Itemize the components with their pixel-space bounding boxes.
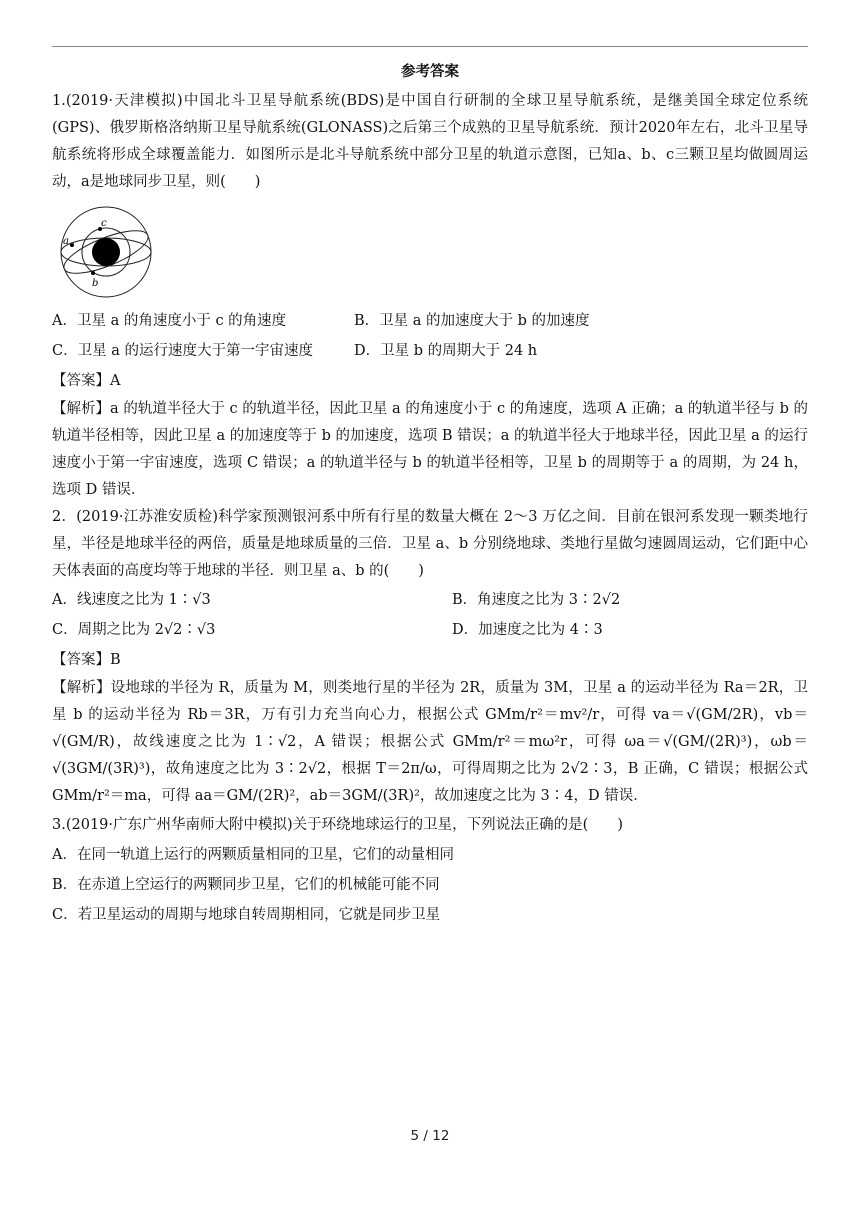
page-total: 12 bbox=[432, 1128, 450, 1144]
q3-option-a: A．在同一轨道上运行的两颗质量相同的卫星，它们的动量相同 bbox=[52, 847, 454, 863]
q2-option-c: C．周期之比为 2√2∶√3 bbox=[52, 622, 216, 638]
fig-label-b: b bbox=[92, 278, 99, 289]
q1-answer: 【答案】A bbox=[52, 373, 121, 389]
q3-option-b: B．在赤道上空运行的两颗同步卫星，它们的机械能可能不同 bbox=[52, 877, 440, 893]
q2-option-a: A．线速度之比为 1∶√3 bbox=[52, 592, 211, 608]
orbit-diagram-svg bbox=[56, 202, 166, 302]
q2-option-b: B．角速度之比为 3∶2√2 bbox=[452, 592, 621, 608]
page-heading: 参考答案 bbox=[401, 63, 459, 80]
q1-option-c: C．卫星 a 的运行速度大于第一宇宙速度 bbox=[52, 343, 313, 359]
q1-options-row1 bbox=[52, 306, 808, 336]
q1-option-d: D．卫星 b 的周期大于 24 h bbox=[354, 343, 538, 359]
q2-options-row2 bbox=[52, 615, 808, 645]
q2-analysis: 【解析】设地球的半径为 R，质量为 M，则类地行星的半径为 2R，质量为 3M，卫星 a 的运动半径为 Ra＝2R，卫星 b 的运动半径为 Rb＝3R，万有引力充当向心力，根据公式 GMm/r²＝mv²/r，可得 va＝√(GM/2R)，vb＝√(GM/R)，故线速度之比为 1∶√2，A 错误；根据公式 GMm/r²＝mω²r，可得 ωa＝√(GM/(2R)³)，ωb＝√(3GM/(3R)³)，故角速度之比为 3∶2√2，根据 T＝2π/ω，可得周期之比为 2√2∶3，B 正确，C 错误；根据公式 GMm/r²＝ma，可得 aa＝GM/(2R)²，ab＝3GM/(3R)²，故加速度之比为 3∶4，D 错误． bbox=[52, 680, 808, 804]
q2-option-d: D．加速度之比为 4∶3 bbox=[452, 622, 603, 638]
page-number: 5 bbox=[410, 1128, 420, 1144]
q1-options-row2 bbox=[52, 336, 808, 366]
fig-label-c: c bbox=[101, 218, 107, 229]
document-body bbox=[52, 62, 808, 930]
q1-option-a: A．卫星 a 的角速度小于 c 的角速度 bbox=[52, 313, 287, 329]
header-rule bbox=[52, 46, 808, 47]
q1-option-b: B．卫星 a 的加速度大于 b 的加速度 bbox=[354, 313, 590, 329]
q1-stem: 1.(2019·天津模拟)中国北斗卫星导航系统(BDS)是中国自行研制的全球卫星导航系统，是继美国全球定位系统(GPS)、俄罗斯格洛纳斯卫星导航系统(GLONASS)之后第三个成熟的卫星导航系统．预计2020年左右，北斗卫星导航系统将形成全球覆盖能力．如图所示是北斗导航系统中部分卫星的轨道示意图，已知a、b、c三颗卫星均做圆周运动，a是地球同步卫星，则( ) bbox=[52, 93, 808, 190]
page-footer bbox=[0, 1128, 860, 1144]
q2-stem: 2．(2019·江苏淮安质检)科学家预测银河系中所有行星的数量大概在 2～3 万亿之间．目前在银河系发现一颗类地行星，半径是地球半径的两倍，质量是地球质量的三倍．卫星 a、b 分别绕地球、类地行星做匀速圆周运动，它们距中心天体表面的高度均等于地球的半径．则卫星 a、b 的( ) bbox=[52, 509, 808, 579]
q2-options-row1 bbox=[52, 585, 808, 615]
q3-option-c: C．若卫星运动的周期与地球自转周期相同，它就是同步卫星 bbox=[52, 907, 441, 923]
q1-analysis: 【解析】a 的轨道半径大于 c 的轨道半径，因此卫星 a 的角速度小于 c 的角速度，选项 A 正确；a 的轨道半径与 b 的轨道半径相等，因此卫星 a 的加速度等于 b 的加速度，选项 B 错误；a 的轨道半径大于地球半径，因此卫星 a 的运行速度小于第一宇宙速度，选项 C 错误；a 的轨道半径与 b 的轨道半径相等，卫星 b 的周期等于 a 的周期，为 24 h，选项 D 错误． bbox=[52, 401, 808, 498]
q2-answer: 【答案】B bbox=[52, 652, 121, 668]
page-separator: / bbox=[423, 1128, 428, 1144]
orbit-diagram bbox=[56, 202, 808, 302]
fig-label-a: a bbox=[63, 236, 69, 247]
q3-stem: 3.(2019·广东广州华南师大附中模拟)关于环绕地球运行的卫星，下列说法正确的是( ) bbox=[52, 817, 623, 833]
